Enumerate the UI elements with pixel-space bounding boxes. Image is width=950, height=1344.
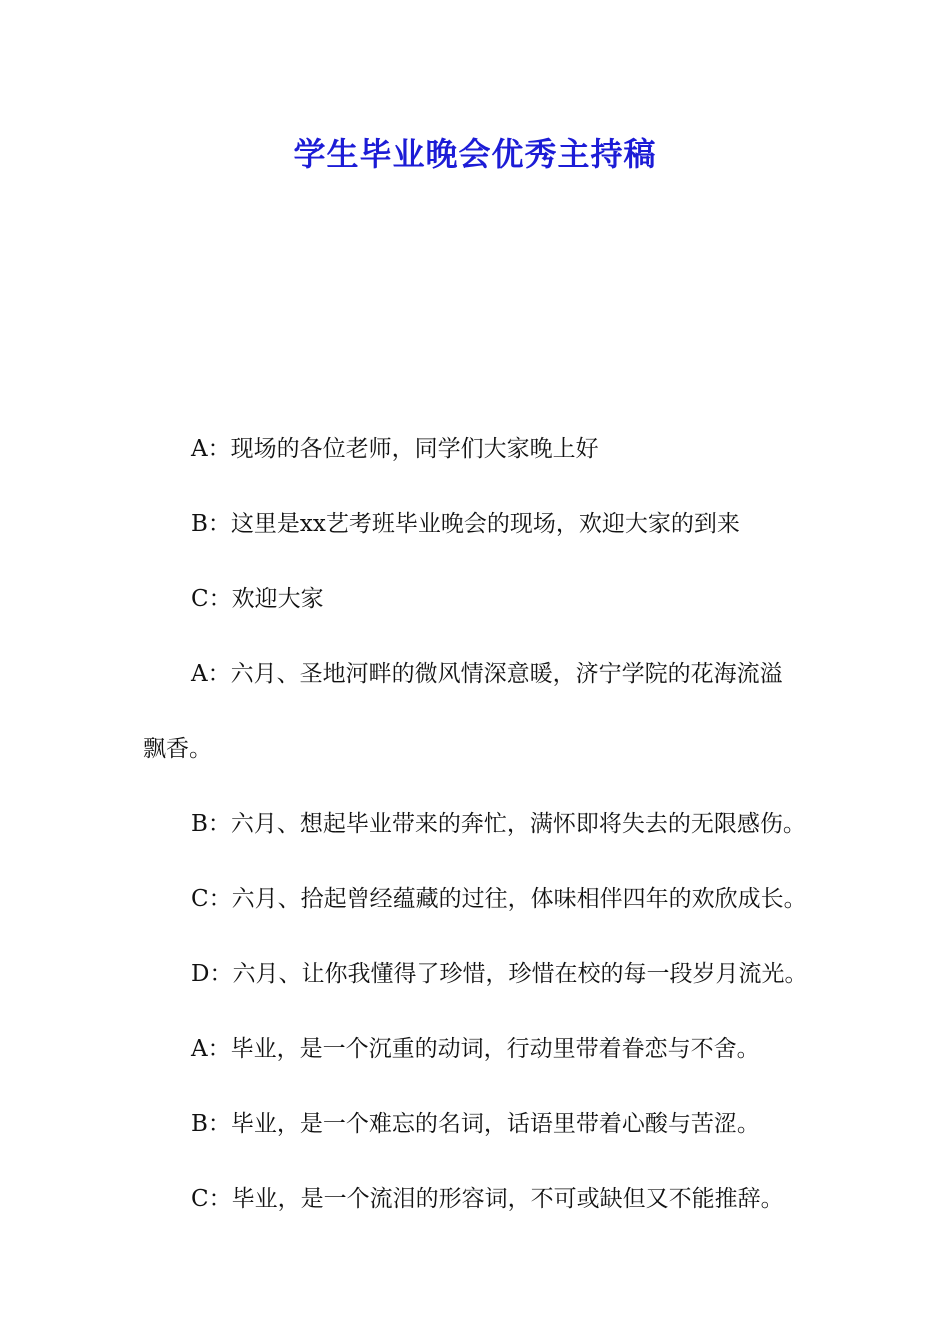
paragraph: C：毕业，是一个流泪的形容词，不可或缺但又不能推辞。 [191, 1186, 784, 1212]
paragraph-continuation: 飘香。 [143, 736, 212, 762]
paragraph: C：六月、拾起曾经蕴藏的过往，体味相伴四年的欢欣成长。 [191, 886, 807, 912]
paragraph: A：现场的各位老师，同学们大家晚上好 [191, 436, 599, 462]
document-title: 学生毕业晚会优秀主持稿 [293, 135, 657, 173]
document-body [143, 412, 823, 1237]
paragraph: C：欢迎大家 [191, 586, 324, 612]
paragraph: B：毕业，是一个难忘的名词，话语里带着心酸与苦涩。 [191, 1111, 760, 1137]
paragraph: A：毕业，是一个沉重的动词，行动里带着眷恋与不舍。 [191, 1036, 760, 1062]
paragraph: B：六月、想起毕业带来的奔忙，满怀即将失去的无限感伤。 [191, 811, 806, 837]
paragraph: B：这里是xx艺考班毕业晚会的现场，欢迎大家的到来 [191, 511, 740, 537]
paragraph: D：六月、让你我懂得了珍惜，珍惜在校的每一段岁月流光。 [191, 961, 808, 987]
paragraph: A：六月、圣地河畔的微风情深意暖，济宁学院的花海流溢 [191, 661, 783, 687]
